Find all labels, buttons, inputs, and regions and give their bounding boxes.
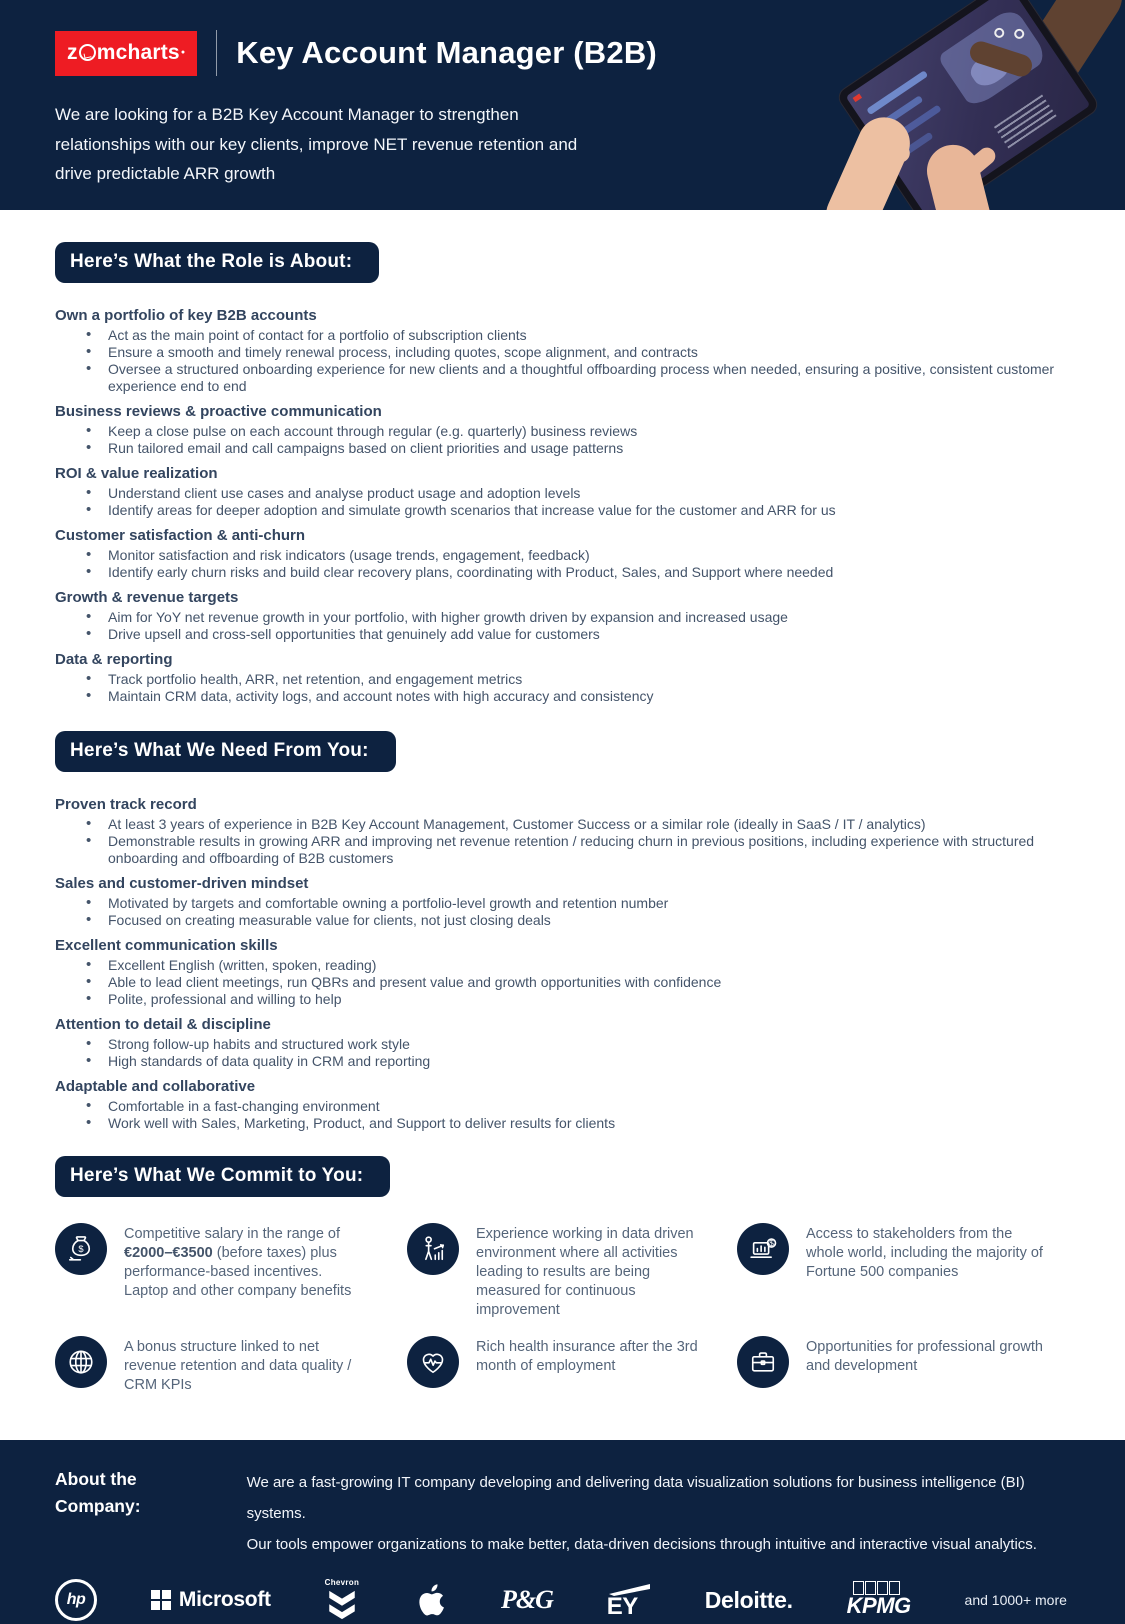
bullet-item: • At least 3 years of experience in B2B Key Account Management, Customer Success or a similar role (ideally in SaaS / IT / analytics) [108,816,1085,833]
about-line: We are a fast-growing IT company developing and delivering data visualization solutions for business intelligence (BI) systems. [246,1474,1025,1522]
zoomcharts-logo-text [67,41,185,65]
group-heading: Growth & revenue targets [55,589,239,606]
bullet-list [55,547,1085,581]
svg-text:$: $ [769,1239,774,1248]
ey-logo-text: EY [606,1592,638,1620]
laptop-money-icon [737,1223,789,1275]
benefit-text: Rich health insurance after the 3rd month of employment [476,1339,698,1374]
bullet-item: • Run tailored email and call campaigns based on client priorities and usage patterns [108,440,1085,457]
bullet-item: • Identify areas for deeper adoption and simulate growth scenarios that increase value for the customer and ARR for us [108,502,1085,519]
benefit-text: Experience working in data driven environment where all activities leading to results are being measured for continuous improvement [476,1226,694,1318]
bullet-item: • Focused on creating measurable value for clients, not just closing deals [108,912,1085,929]
intro-line: We are looking for a B2B Key Account Manager to strengthen [55,105,519,124]
requirement-group [55,403,1085,457]
registered-mark: ● [180,49,186,56]
more-clients-text: and 1000+ more [964,1592,1067,1608]
briefcase-icon [737,1336,789,1388]
section-commit [55,1156,1085,1197]
benefits-grid [55,1223,1085,1395]
requirement-group [55,875,1085,929]
hp-logo-circle [55,1579,97,1621]
microsoft-logo-text: Microsoft [178,1588,271,1611]
pg-logo-text: P&G [501,1585,553,1614]
requirement-group [55,1016,1085,1070]
about-company-text [247,1466,1085,1560]
group-heading: Business reviews & proactive communication [55,403,382,420]
section-need-title-badge: Here’s What We Need From You: [55,731,396,772]
bullet-list [55,671,1085,705]
ey-logo [607,1583,651,1618]
requirement-group [55,465,1085,519]
need-groups [55,796,1085,1132]
globe-network-icon [55,1336,107,1388]
bullet-list [55,423,1085,457]
bullet-item: • Demonstrable results in growing ARR and improving net revenue retention / reducing churn in previous positions, including experience with structured onboarding and offboarding of B2B customers [108,833,1085,867]
requirement-group [55,796,1085,867]
intro-line: relationships with our key clients, improve NET revenue retention and [55,134,578,154]
about-company-label: About the Company: [55,1469,141,1516]
bullet-item: • Act as the main point of contact for a portfolio of subscription clients [108,327,1085,344]
bullet-list [55,957,1085,1008]
chevron-logo [325,1578,360,1622]
job-intro [55,100,1125,189]
group-heading: Proven track record [55,796,197,813]
requirement-group [55,307,1085,395]
magnifier-icon [79,44,96,61]
client-logos-row [55,1578,1085,1622]
logo-text-start: z [67,40,78,64]
group-heading: Excellent communication skills [55,937,278,954]
bullet-item: • Drive upsell and cross-sell opportunities that genuinely add value for customers [108,626,1085,643]
hero-header [0,0,1125,210]
group-heading: Own a portfolio of key B2B accounts [55,307,317,324]
section-need [55,731,1085,772]
heart-pulse-icon [407,1336,459,1388]
benefit-text: A bonus structure linked to net revenue retention and data quality / CRM KPIs [124,1339,352,1393]
benefit-item [737,1336,1085,1395]
group-heading: Customer satisfaction & anti-churn [55,527,306,544]
apple-icon [413,1580,447,1620]
group-heading: Attention to detail & discipline [55,1016,271,1033]
requirement-group [55,1078,1085,1132]
bullet-item: • Identify early churn risks and build clear recovery plans, coordinating with Product, Sales, and Support where needed [108,564,1085,581]
group-heading: Data & reporting [55,651,173,668]
hp-logo [55,1579,97,1621]
kpmg-logo-text: KPMG [846,1593,911,1618]
benefit-text: Opportunities for professional growth and development [806,1339,1043,1374]
hp-logo-text: hp [66,1591,86,1608]
bullet-list [55,327,1085,395]
requirement-group [55,589,1085,643]
benefit-text: Access to stakeholders from the whole world, including the majority of Fortune 500 companies [806,1226,1043,1280]
bullet-list [55,1036,1085,1070]
bullet-list [55,485,1085,519]
benefit-item [55,1223,407,1320]
bullet-item: • Aim for YoY net revenue growth in your portfolio, with higher growth driven by expansion and increased usage [108,609,1085,626]
bullet-item: • High standards of data quality in CRM and reporting [108,1053,1085,1070]
requirement-group [55,937,1085,1008]
role-groups [55,307,1085,705]
vertical-divider [216,30,217,76]
microsoft-squares-icon [151,1590,171,1610]
benefit-item [55,1336,407,1395]
zoomcharts-logo [55,31,197,76]
bullet-item: • Able to lead client meetings, run QBRs and present value and growth opportunities with confidence [108,974,1085,991]
benefit-item [407,1336,737,1395]
bullet-list [55,816,1085,867]
bullet-item: • Motivated by targets and comfortable owning a portfolio-level growth and retention number [108,895,1085,912]
bullet-item: • Strong follow-up habits and structured work style [108,1036,1085,1053]
microsoft-logo [151,1588,271,1612]
bullet-item: • Ensure a smooth and timely renewal process, including quotes, scope alignment, and contracts [108,344,1085,361]
benefit-item [737,1223,1085,1320]
chevron-logo-text: Chevron [324,1578,360,1587]
svg-text:$: $ [78,1243,84,1254]
kpmg-logo [847,1581,911,1619]
bullet-item: • Understand client use cases and analyse product usage and adoption levels [108,485,1085,502]
money-bag-icon [55,1223,107,1275]
group-heading: ROI & value realization [55,465,218,482]
benefit-item [407,1223,737,1320]
logo-text-end: mcharts [96,40,180,64]
bullet-item: • Oversee a structured onboarding experience for new clients and a thoughtful offboarding process when needed, ensuring a positive, consistent customer experience end to end [108,361,1085,395]
chevron-stripes-icon [325,1588,359,1622]
group-heading: Sales and customer-driven mindset [55,875,309,892]
footer-about-company [0,1440,1125,1624]
bullet-item: • Track portfolio health, ARR, net retention, and engagement metrics [108,671,1085,688]
about-line: Our tools empower organizations to make better, data-driven decisions through intuitive and interactive visual analytics. [246,1536,1037,1553]
bullet-item: • Monitor satisfaction and risk indicators (usage trends, engagement, feedback) [108,547,1085,564]
group-heading: Adaptable and collaborative [55,1078,256,1095]
benefit-text: Competitive salary in the range of €2000–€3500 (before taxes) plus performance-based incentives. Laptop and other company benefits [124,1226,352,1299]
main-content [0,210,1125,1440]
apple-logo [413,1580,447,1620]
section-role-title-badge: Here’s What the Role is About: [55,242,379,283]
page-title: Key Account Manager (B2B) [236,35,657,70]
person-chart-icon [407,1223,459,1275]
section-role [55,242,1085,283]
bullet-item: • Keep a close pulse on each account through regular (e.g. quarterly) business reviews [108,423,1085,440]
bullet-list [55,609,1085,643]
requirement-group [55,527,1085,581]
bullet-item: • Comfortable in a fast-changing environment [108,1098,1085,1115]
requirement-group [55,651,1085,705]
pg-logo [501,1585,553,1615]
section-commit-title-badge: Here’s What We Commit to You: [55,1156,390,1197]
bullet-list [55,1098,1085,1132]
header-logo-row [55,27,1125,79]
bullet-item: • Excellent English (written, spoken, reading) [108,957,1085,974]
about-row [55,1466,1085,1560]
bullet-item: • Work well with Sales, Marketing, Product, and Support to deliver results for clients [108,1115,1085,1132]
bullet-item: • Polite, professional and willing to help [108,991,1085,1008]
deloitte-logo [705,1587,793,1614]
bullet-item: • Maintain CRM data, activity logs, and account notes with high accuracy and consistency [108,688,1085,705]
intro-line: drive predictable ARR growth [55,164,276,183]
bullet-list [55,895,1085,929]
deloitte-logo-text: Deloitte. [704,1586,793,1613]
